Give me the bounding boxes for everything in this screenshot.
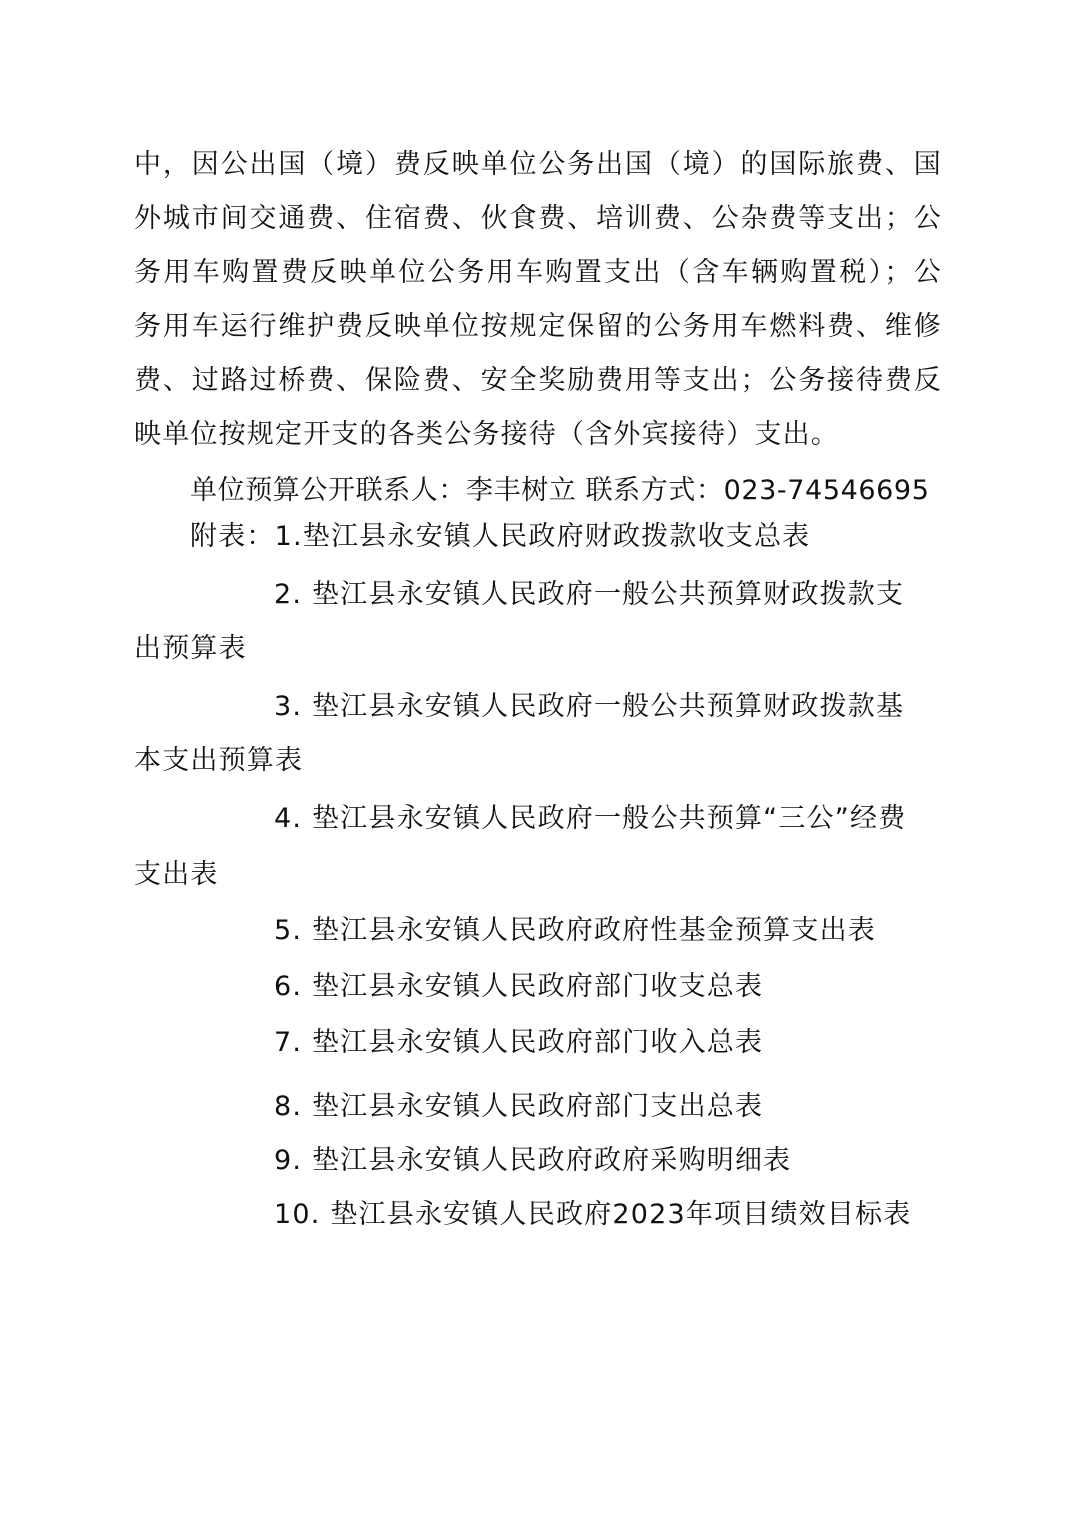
paragraph-line-3: 务用车购置费反映单位公务用车购置支出（含车辆购置税）；公 [134,257,942,288]
attachment-number: 3. [274,691,303,722]
paragraph-line-4: 务用车运行维护费反映单位按规定保留的公务用车燃料费、维修 [134,311,942,342]
paragraph-line-6: 映单位按规定开支的各类公务接待（含外宾接待）支出。 [134,419,839,450]
attachment-title: 垫江县永安镇人民政府一般公共预算财政拨款支 [311,579,905,610]
attachment-number: 10. [274,1199,321,1230]
paragraph-line-1: 中，因公出国（境）费反映单位公务出国（境）的国际旅费、国 [134,149,942,180]
paragraph-line-2: 外城市间交通费、住宿费、伙食费、培训费、公杂费等支出；公 [134,203,942,234]
attachment-number: 5. [274,915,303,946]
attachment-item-4 [274,802,906,836]
attachment-title: 垫江县永安镇人民政府2023年项目绩效目标表 [330,1199,912,1230]
attachment-title: 垫江县永安镇人民政府财政拨款收支总表 [302,521,811,552]
attachment-item-6 [274,970,763,1004]
attachment-item-3-cont: 本支出预算表 [134,745,304,776]
attachment-item-10 [274,1198,911,1232]
contact-line: 单位预算公开联系人：李丰树立 联系方式：023-74546695 [190,475,930,506]
attachments-label: 附表： [190,521,275,552]
attachment-number: 1. [274,521,303,552]
attachment-item-2 [274,578,904,612]
attachment-item-7 [274,1026,763,1060]
attachment-item-8 [274,1090,763,1124]
attachment-number: 8. [274,1091,303,1122]
attachment-title: 垫江县永安镇人民政府政府采购明细表 [311,1145,792,1176]
paragraph-line-5: 费、过路过桥费、保险费、安全奖励费用等支出；公务接待费反 [134,365,942,396]
attachment-number: 9. [274,1145,303,1176]
attachment-number: 2. [274,579,303,610]
attachment-title: 垫江县永安镇人民政府部门收入总表 [311,1027,764,1058]
attachment-number: 6. [274,971,303,1002]
attachment-item-1 [190,520,810,554]
attachment-title: 垫江县永安镇人民政府一般公共预算财政拨款基 [311,691,905,722]
attachment-number: 7. [274,1027,303,1058]
attachment-item-5 [274,914,876,948]
attachment-title: 垫江县永安镇人民政府一般公共预算“三公”经费 [311,803,907,834]
attachment-title: 垫江县永安镇人民政府部门支出总表 [311,1091,764,1122]
attachment-title: 垫江县永安镇人民政府部门收支总表 [311,971,764,1002]
attachment-item-3 [274,690,904,724]
attachment-item-9 [274,1144,791,1178]
attachment-title: 垫江县永安镇人民政府政府性基金预算支出表 [311,915,876,946]
attachment-number: 4. [274,803,303,834]
attachment-item-4-cont: 支出表 [134,859,219,890]
attachment-item-2-cont: 出预算表 [134,633,247,664]
